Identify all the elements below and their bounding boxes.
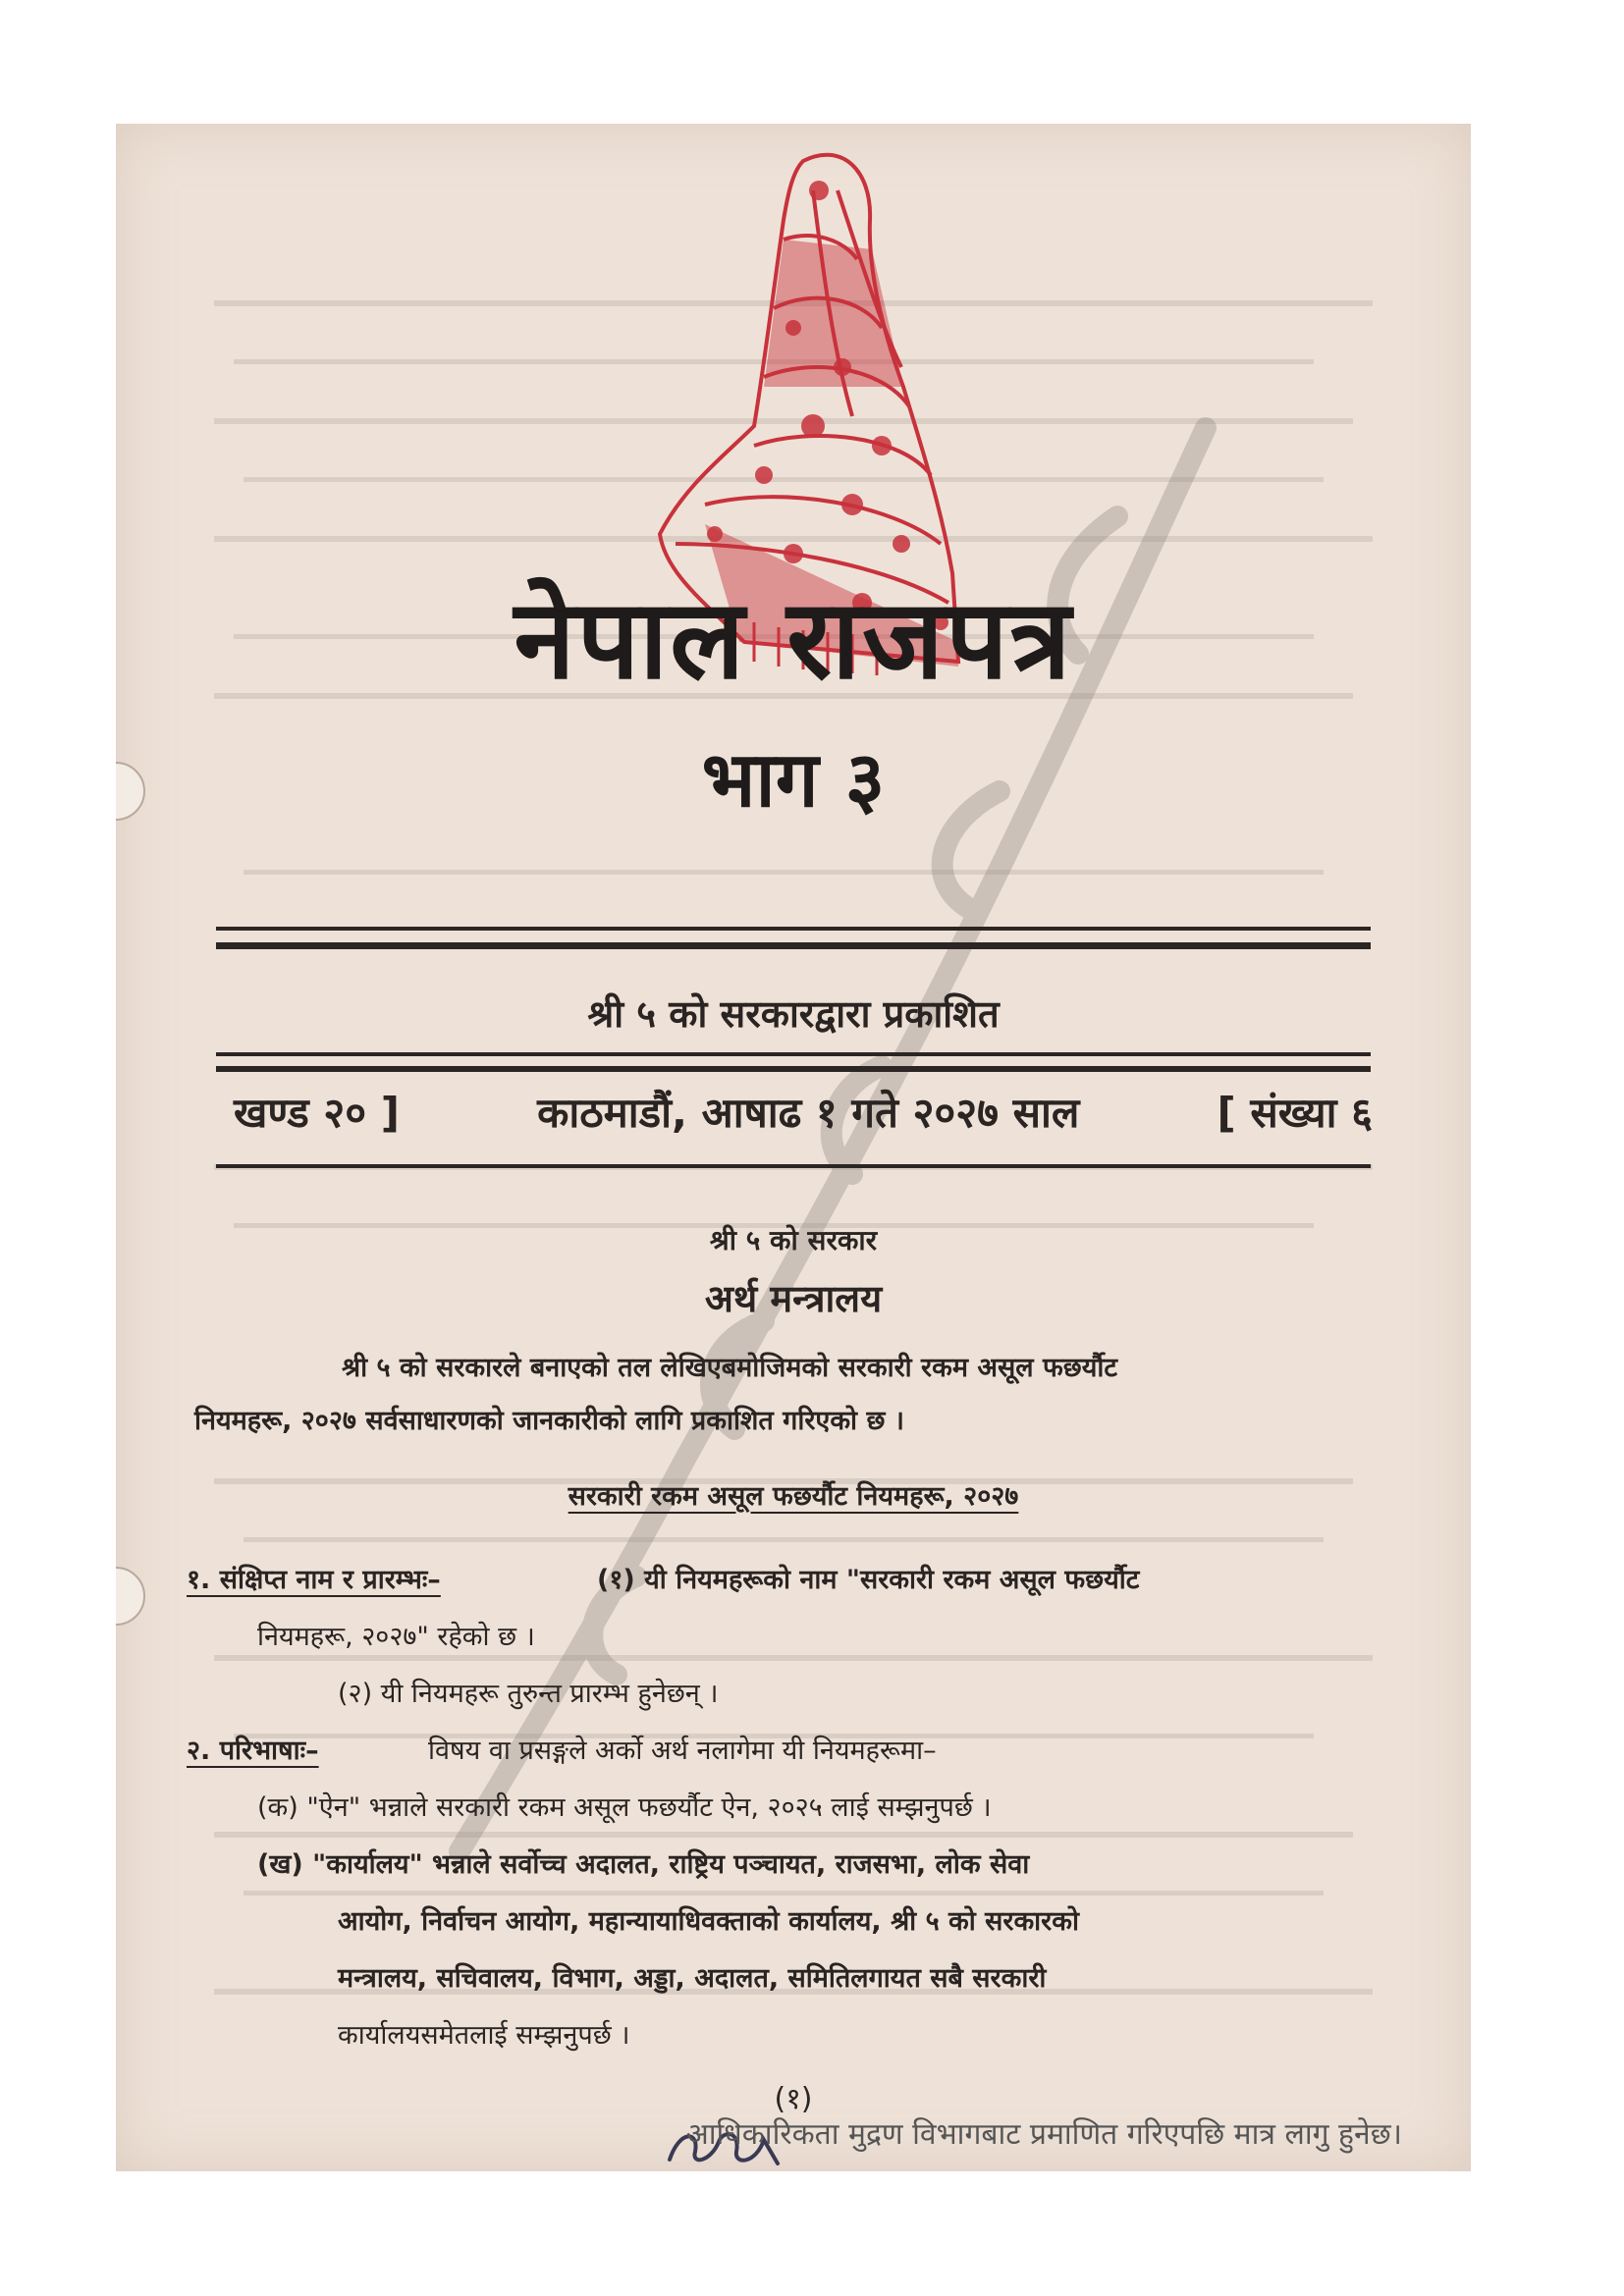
issue-volume: खण्ड २० ] — [234, 1089, 400, 1137]
binder-hole-bottom — [116, 1567, 145, 1626]
section-1-title: १. संक्षिप्त नाम र प्रारम्भः– — [187, 1565, 441, 1595]
notice-line-2: नियमहरू, २०२७ सर्वसाधारणको जानकारीको लागि प्रकाशित गरिएको छ । — [194, 1406, 905, 1436]
section-2-clause-b-4: कार्यालयसमेतलाई सम्झनुपर्छ । — [338, 2020, 630, 2051]
rules-heading: सरकारी रकम असूल फछर्यौट नियमहरू, २०२७ — [568, 1481, 1019, 1512]
authenticity-footer-note: आधिकारिकता मुद्रण विभागबाट प्रमाणित गरिएपछि मात्र लागु हुनेछ। — [685, 2117, 1402, 2152]
notice-line-1: श्री ५ को सरकारले बनाएको तल लेखिएबमोजिमको सरकारी रकम असूल फछर्यौट — [342, 1353, 1117, 1383]
section-2-clause-a: (क) "ऐन" भन्नाले सरकारी रकम असूल फछर्यौट ऐन, २०२५ लाई सम्झनुपर्छ । — [257, 1792, 992, 1823]
rule-3 — [216, 1164, 1371, 1168]
gazette-page — [116, 124, 1471, 2171]
section-2-clause-b-2: आयोग, निर्वाचन आयोग, महान्यायाधिवक्ताको कार्यालय, श्री ५ को सरकारको — [338, 1906, 1079, 1937]
section-2-title: २. परिभाषाः– — [187, 1735, 319, 1766]
section-2-clause-b-3: मन्त्रालय, सचिवालय, विभाग, अड्डा, अदालत, समितिलगायत सबै सरकारी — [338, 1963, 1047, 1994]
rule-1b — [216, 942, 1371, 949]
section-2-clause-b-1: (ख) "कार्यालय" भन्नाले सर्वोच्च अदालत, राष्ट्रिय पञ्चायत, राजसभा, लोक सेवा — [257, 1849, 1030, 1880]
section-1-clause-1a: (१) यी नियमहरूको नाम "सरकारी रकम असूल फछर्यौट — [597, 1565, 1140, 1595]
section-1-clause-2: (२) यी नियमहरू तुरुन्त प्रारम्भ हुनेछन् । — [338, 1679, 719, 1709]
published-by: श्री ५ को सरकारद्वारा प्रकाशित — [587, 992, 1000, 1036]
page-number: (१) — [774, 2082, 813, 2116]
rule-2a — [216, 1052, 1371, 1056]
issue-number: [ संख्या ६ — [1217, 1089, 1373, 1137]
rule-2b — [216, 1066, 1371, 1072]
issuer-ministry: अर्थ मन्त्रालय — [704, 1277, 883, 1320]
section-2-intro: विषय वा प्रसङ्गले अर्को अर्थ नलागेमा यी नियमहरूमा– — [428, 1735, 937, 1766]
section-1-clause-1b: नियमहरू, २०२७" रहेको छ । — [257, 1622, 535, 1652]
gazette-part: भाग ३ — [701, 736, 886, 825]
issue-place-date: काठमाडौं, आषाढ १ गते २०२७ साल — [537, 1089, 1080, 1137]
gazette-title: नेपाल राजपत्र — [514, 576, 1073, 704]
issuer-government: श्री ५ को सरकार — [709, 1224, 878, 1256]
issue-line — [234, 1084, 1373, 1140]
rule-1a — [216, 927, 1371, 931]
